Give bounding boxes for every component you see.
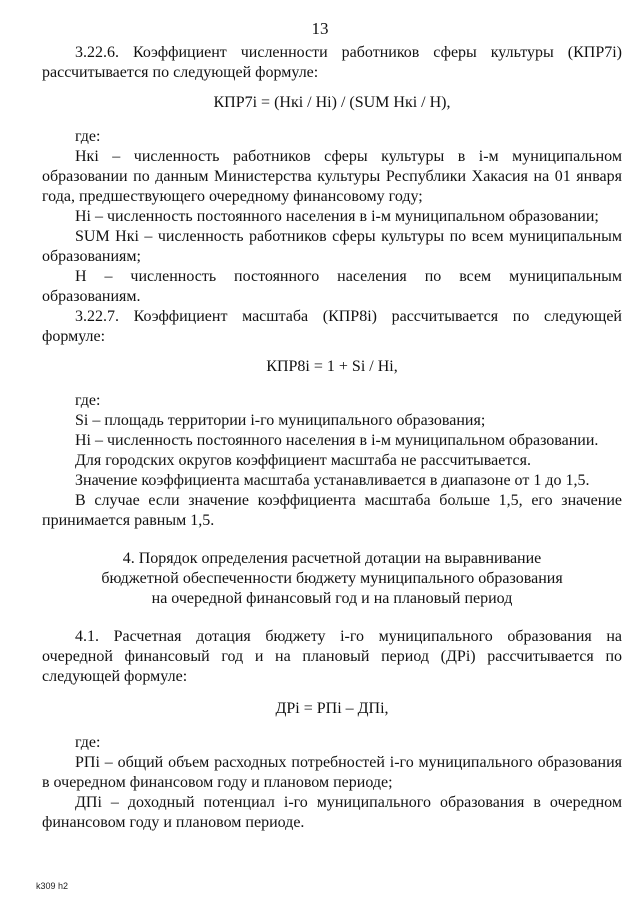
definition-sum-nki: SUM Нкi – численность работников сферы культуры по всем муниципальным образованиям; [42,228,622,265]
paragraph-3-22-7-intro: 3.22.7. Коэффициент масштаба (КПР8i) рассчитывается по следующей формуле: [42,308,622,345]
document-body [42,43,622,833]
note-range: Значение коэффициента масштаба устанавливается в диапазоне от 1 до 1,5. [75,472,590,489]
definition-si: Si – площадь территории i-го муниципального образования; [75,412,486,429]
formula-kpr8: КПР8i = 1 + Si / Нi, [266,358,398,375]
paragraph-3-22-6-intro: 3.22.6. Коэффициент численности работников сферы культуры (КПР7i) рассчитывается по следующей формуле: [42,44,622,81]
definition-ni: Нi – численность постоянного населения в i-м муниципальном образовании. [75,432,599,449]
heading-line: на очередной финансовый год и на плановый период [151,590,513,607]
footer-code: k309 h2 [36,881,69,891]
heading-line: бюджетной обеспеченности бюджету муниципального образования [101,570,563,587]
definition-n: Н – численность постоянного населения по всем муниципальным образованиям. [42,268,622,305]
where-label: где: [75,128,101,145]
page-number: 13 [311,19,329,38]
definition-dpi: ДПi – доходный потенциал i-го муниципального образования в очередном финансовом году и плановом периоде. [42,794,622,831]
definition-ni: Нi – численность постоянного населения в i-м муниципальном образовании; [75,208,599,225]
note-urban-districts: Для городских округов коэффициент масштаба не рассчитывается. [75,452,531,469]
where-label: где: [75,734,101,751]
note-cap: В случае если значение коэффициента масштаба больше 1,5, его значение принимается равным 1,5. [42,492,622,529]
formula-dri: ДРi = РПi – ДПi, [275,700,389,717]
paragraph-4-1-intro: 4.1. Расчетная дотация бюджету i-го муниципального образования на очередной финансовый год и на плановый период (ДРi) рассчитывается по следующей формуле: [42,628,622,685]
definition-nki: Нкi – численность работников сферы культуры в i-м муниципальном образовании по данным Министерства культуры Республики Хакасия на 01 января года, предшествующего очередному финансовому году; [42,148,622,205]
formula-kpr7: КПР7i = (Нкi / Нi) / (SUM Нкi / Н), [213,94,451,111]
heading-line: 4. Порядок определения расчетной дотации на выравнивание [122,550,542,567]
where-label: где: [75,392,101,409]
definition-rpi: РПi – общий объем расходных потребностей i-го муниципального образования в очередном финансовом году и плановом периоде; [42,754,622,791]
section-4-heading [42,549,622,609]
